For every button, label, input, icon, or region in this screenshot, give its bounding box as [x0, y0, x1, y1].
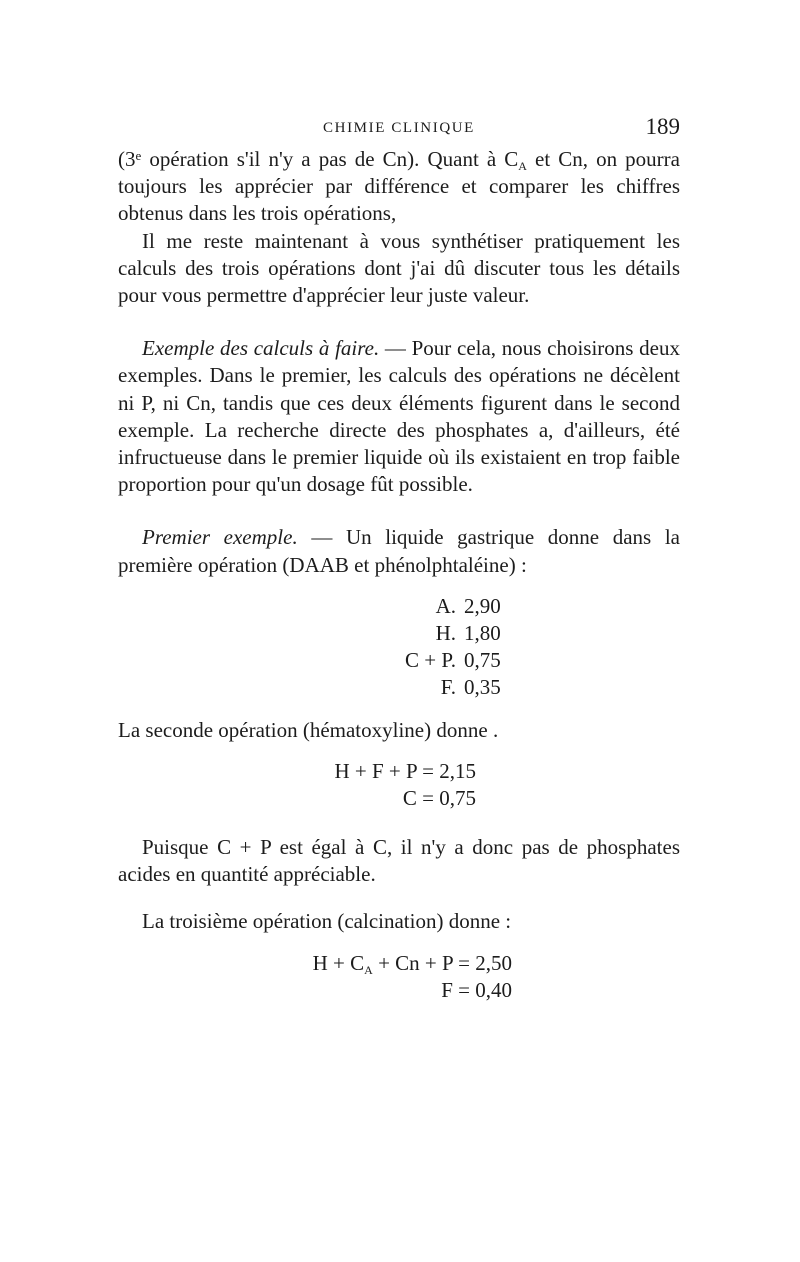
formula-value: 1,80 [464, 620, 501, 645]
formula-row [118, 674, 680, 701]
page-body [118, 146, 680, 1004]
formula-label: F. [440, 674, 456, 699]
formula-value: 0,75 [464, 647, 501, 672]
paragraph-continuation [118, 146, 680, 228]
formula-row [118, 593, 680, 620]
formula-label: A. [435, 593, 456, 618]
page-number: 189 [645, 114, 680, 139]
formula-label: C + P. [405, 647, 456, 672]
page-header [118, 114, 680, 144]
section-title: Premier exemple. [142, 525, 298, 550]
subscript: A [518, 159, 527, 173]
formula-row [118, 950, 512, 977]
formula-second-operation [118, 758, 680, 812]
paragraph-phosphates: Puisque C + P est égal à C, il n'y a donc pas de phosphates acides en quantité appréciable. [118, 835, 680, 887]
paragraph-example-calculations [118, 335, 680, 498]
subscript: A [364, 962, 373, 977]
paragraph-third-operation: La troisième opération (calcination) donne : [142, 909, 512, 934]
text-run: et Cn, on pourra toujours les apprécier par différence et comparer les chiffres obtenus dans les trois opérations, [118, 147, 680, 226]
formula-first-operation [118, 593, 680, 701]
formula-row: H + F + P = 2,15 [334, 759, 476, 784]
formula-row [118, 647, 680, 674]
formula-row: F = 0,40 [441, 977, 512, 1002]
formula-third-operation [118, 950, 680, 1004]
formula-row: C = 0,75 [402, 786, 476, 811]
formula-value: 0,35 [464, 674, 501, 699]
formula-row [118, 620, 680, 647]
paragraph-second-operation: La seconde opération (hématoxyline) donne . [118, 717, 499, 742]
text-run: (3 [118, 147, 136, 171]
text-run: — Pour cela, nous choisirons deux exemples. Dans le premier, les calculs des opérations ne décèlent ni P, ni Cn, tandis que ces deux éléments figurent dans le second exemple. La recherche directe des phosphates a, d'ailleurs, été infructueuse dans le premier liquide où ils existaient en trop faible proportion pour qu'un dosage fût possible. [118, 336, 680, 497]
section-title: Exemple des calculs à faire. [142, 336, 380, 361]
text-run: — Un liquide gastrique donne dans la première opération (DAAB et phénolphtaléine) : [118, 525, 680, 577]
superscript: e [135, 148, 142, 163]
paragraph-first-example [118, 524, 680, 578]
paragraph-synthesis: Il me reste maintenant à vous synthétiser pratiquement les calculs des trois opérations dont j'ai dû discuter tous les détails pour vous permettre d'apprécier leur juste valeur. [118, 228, 680, 308]
text-run: H + C [312, 950, 365, 975]
running-title: CHIMIE CLINIQUE [323, 120, 475, 136]
formula-value: 2,90 [464, 593, 501, 618]
text-run: + Cn + P = 2,50 [372, 950, 512, 975]
formula-label: H. [435, 620, 456, 645]
text-run: opération s'il n'y a pas de Cn). Quant à C [141, 147, 519, 171]
